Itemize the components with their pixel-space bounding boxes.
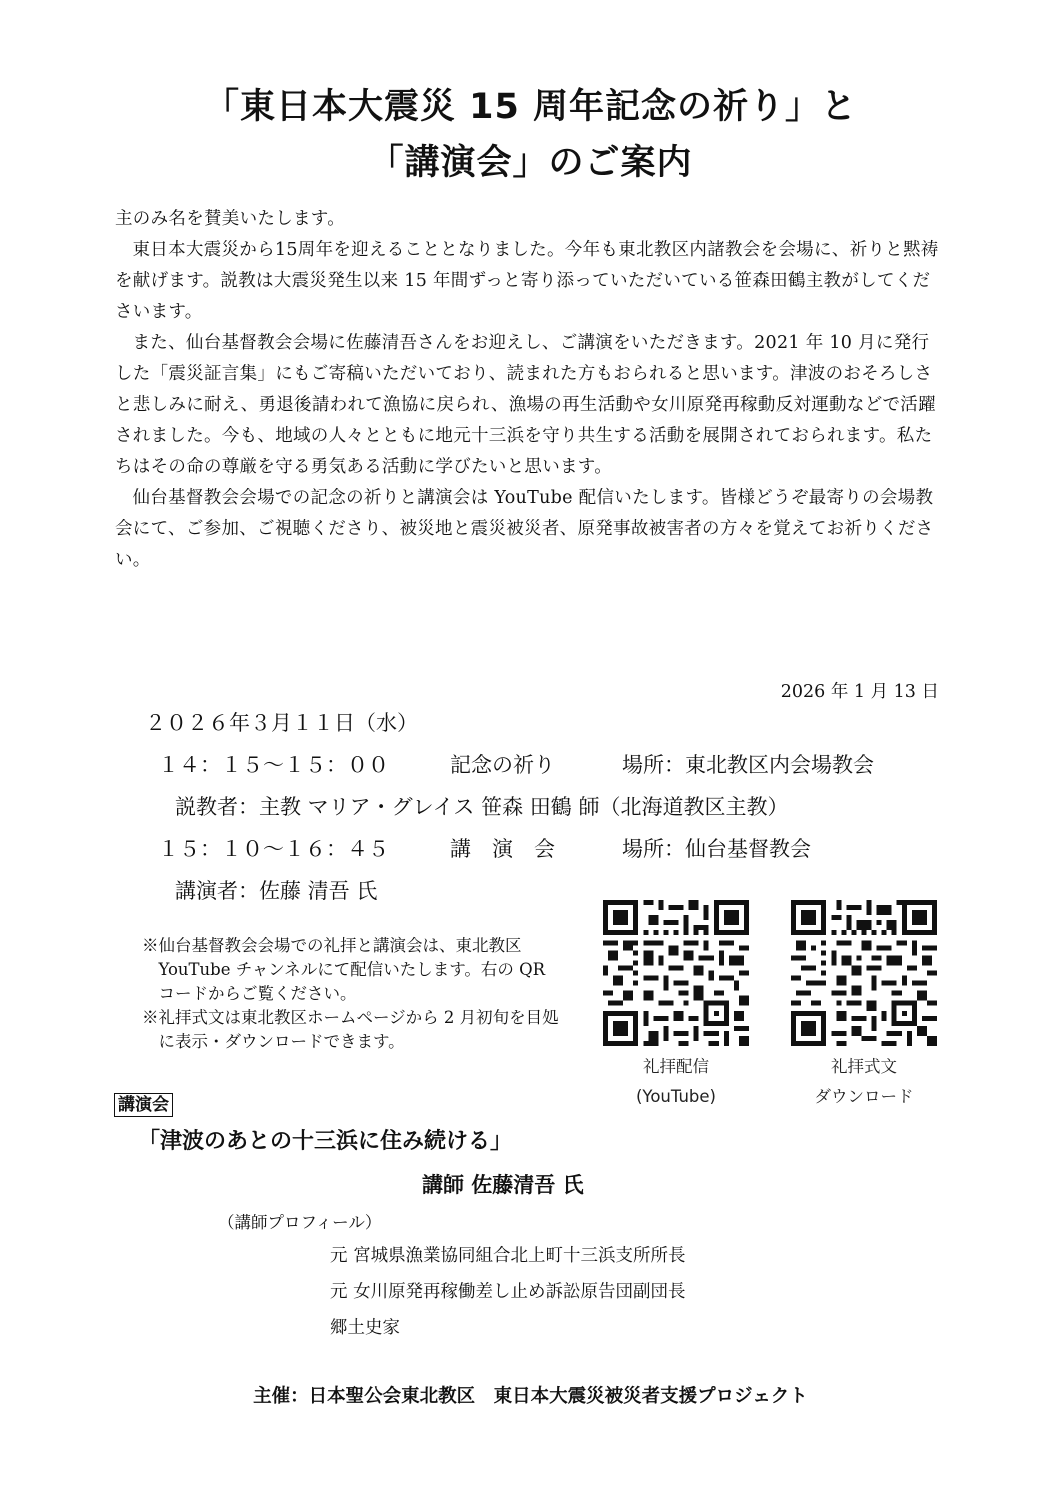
profile-item: 郷土史家 — [330, 1318, 400, 1338]
paragraph-youtube: 仙台基督教会会場での記念の祈りと講演会は YouTube 配信いたします。皆様どうぞ最寄りの会場教会にて、ご参加、ご視聴くださり、被災地と震災被災者、原発事故被害者の方々を覚えてお祈りください。 — [115, 488, 934, 570]
body-text — [115, 204, 945, 576]
note-youtube: ※仙台基督教会会場での礼拝と講演会は、東北教区 YouTube チャンネルにて配信いたします。右の QR コードからご覧ください。 — [142, 936, 546, 1003]
lecture-time: １５：１０～１６：４５ — [158, 837, 389, 861]
youtube-qr-code[interactable] — [603, 900, 749, 1046]
paragraph-intro: 東日本大震災から15周年を迎えることとなりました。今年も東北教区内諸教会を会場に、祈りと黙祷を献げます。説教は大震災発生以来 15 年間ずっと寄り添っていただいている笹森田鶴主教がしてくださいます。 — [115, 240, 939, 322]
greeting: 主のみ名を賛美いたします。 — [115, 209, 345, 229]
page-title-line1: 「東日本大震災 15 周年記念の祈り」と — [203, 87, 858, 127]
paragraph-lecture-intro: また、仙台基督教会会場に佐藤清吾さんをお迎えし、ご講演をいただきます。2021 年 10 月に発行した「震災証言集」にもご寄稿いただいており、読まれた方もおられると思います。津波のおそろしさと悲しみに耐え、勇退後請われて漁協に戻られ、漁場の再生活動や女川原発再稼動反対運動などで活躍されました。今も、地域の人々とともに地元十三浜を守り共生する活動を展開されておられます。私たちはその命の尊厳を守る勇気ある活動に学びたいと思います。 — [115, 333, 936, 477]
notes — [142, 934, 562, 1054]
lecturer: 講演者：佐藤 清吾 氏 — [175, 879, 378, 903]
note-download: ※礼拝式文は東北教区ホームページから 2 月初旬を目処に表示・ダウンロードできます。 — [142, 1008, 559, 1051]
youtube-qr-caption-line2: (YouTube) — [636, 1087, 716, 1106]
prayer-label: 記念の祈り — [450, 753, 555, 777]
profile-heading: （講師プロフィール） — [218, 1213, 382, 1232]
organizer-footer: 主催：日本聖公会東北教区 東日本大震災被災者支援プロジェクト — [253, 1386, 808, 1407]
page-title-line2: 「講演会」のご案内 — [368, 143, 693, 183]
prayer-row — [158, 750, 874, 780]
lecture-row — [158, 834, 811, 864]
profile-item: 元 宮城県漁業協同組合北上町十三浜支所所長 — [330, 1246, 686, 1266]
prayer-place: 場所：東北教区内会場教会 — [622, 753, 874, 777]
lecture-label: 講 演 会 — [450, 837, 555, 861]
event-date: ２０２６年３月１１日（水） — [145, 711, 418, 735]
download-qr-caption-line2: ダウンロード — [814, 1087, 914, 1106]
issue-date: 2026 年 1 月 13 日 — [780, 682, 939, 702]
download-qr-caption — [779, 1052, 949, 1112]
preacher: 説教者：主教 マリア・グレイス 笹森 田鶴 師（北海道教区主教） — [175, 795, 789, 819]
profile-item: 元 女川原発再稼働差し止め訴訟原告団副団長 — [330, 1282, 686, 1302]
lecture-title: 「津波のあとの十三浜に住み続ける」 — [138, 1129, 513, 1154]
lecture-section-label: 講演会 — [114, 1093, 173, 1117]
liturgy-download-qr-code[interactable] — [791, 900, 937, 1046]
lecture-speaker: 講師 佐藤清吾 氏 — [422, 1173, 584, 1197]
youtube-qr-caption — [591, 1052, 761, 1112]
youtube-qr-caption-line1: 礼拝配信 — [643, 1057, 709, 1076]
profile-list — [330, 1238, 686, 1346]
prayer-time: １４：１５～１５：００ — [158, 753, 389, 777]
download-qr-caption-line1: 礼拝式文 — [831, 1057, 897, 1076]
lecture-place: 場所：仙台基督教会 — [622, 837, 811, 861]
